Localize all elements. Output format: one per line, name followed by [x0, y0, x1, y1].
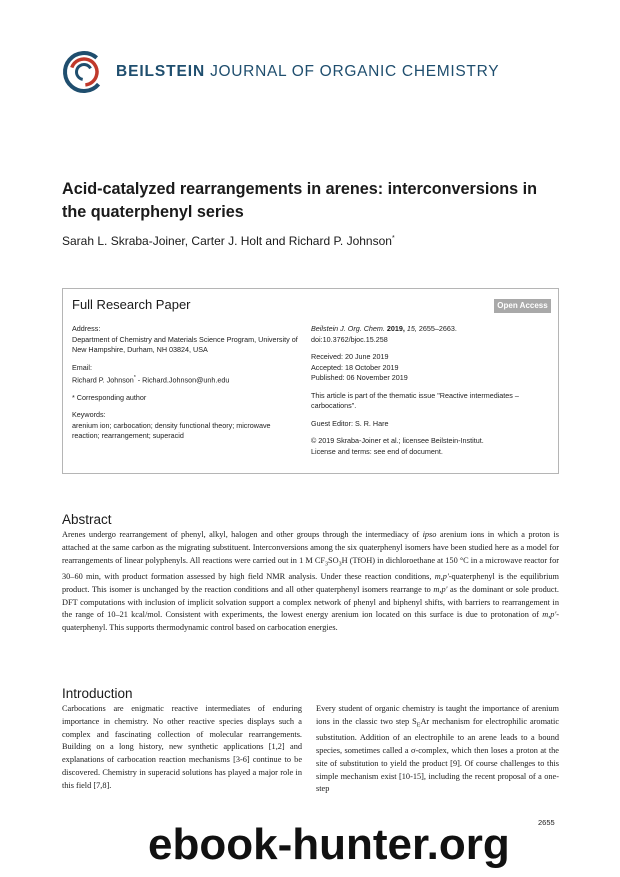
- corresponding-mark: *: [391, 235, 395, 242]
- keywords-label: Keywords:: [72, 410, 106, 420]
- address-label: Address:: [72, 324, 101, 333]
- journal-logo-icon: [62, 50, 106, 94]
- email-label: Email:: [72, 362, 92, 372]
- received-date: Received: 20 June 2019: [311, 352, 389, 361]
- introduction-left-column: Carbocations are enigmatic reactive intermediates of enduring importance in chemistry. No other reactive species displays such a complex and fascinating collection of molecular rearrangements. Building on a long history, new synthetic applications [1,2] and explanations of carbocation reaction mechanisms [3-6] continue to be discovered. Chemistry in superacid solutions has played a major role in this field [7,8].: [62, 704, 302, 790]
- email-corresponding-mark: *: [133, 375, 136, 381]
- citation: [311, 324, 551, 335]
- journal-name-bold: BEILSTEIN: [116, 63, 206, 80]
- citation-journal: Beilstein J. Org. Chem.: [311, 324, 385, 333]
- author-names: Sarah L. Skraba-Joiner, Carter J. Holt and Richard P. Johnson: [62, 234, 392, 248]
- published-date: Published: 06 November 2019: [311, 373, 408, 382]
- keywords-text: arenium ion; carbocation; density functional theory; microwave reaction; rearrangement; superacid: [72, 420, 271, 441]
- paper-type: Full Research Paper: [72, 297, 191, 312]
- abstract-heading: Abstract: [62, 512, 112, 527]
- address-text: Department of Chemistry and Materials Science Program, University of New Hampshire, Durham, NH 03824, USA: [72, 334, 298, 354]
- doi-link[interactable]: doi:10.3762/bjoc.15.258: [311, 334, 388, 344]
- author-list: [62, 234, 395, 248]
- journal-name: [116, 63, 499, 81]
- info-right-column: [311, 324, 551, 457]
- citation-pages: 2655–2663.: [418, 324, 457, 333]
- email-line: [72, 373, 300, 386]
- abstract-body: Arenes undergo rearrangement of phenyl, alkyl, halogen and other groups through the intermediacy of ipso arenium ions in which a proton is attached at the same carbon as the migrating substituent. Interconversions among the six quaterphenyl isomers have been studied here as a model for rearrangements of linear polyphenyls. All reactions were carried out in 1 M $CF_3SO_3H$ (TfOH) in dichloroethane at 150 °C in a microwave reactor for 30–60 min, with product formation assessed by high field NMR analysis. Under these reaction conditions, m,p'-quaterphenyl is the equilibrium product. This isomer is unchanged by the reaction conditions and all other quaterphenyl isomers rearrange to m,p' as the dominant or sole product. DFT computations with inclusion of implicit solvation support a complex network of phenyl and biphenyl shifts, with barriers to rearrangement in the range of 10–21 kcal/mol. Consistent with experiments, the lowest energy arenium ion located on this surface is due to protonation of m,p'-quaterphenyl. This supports thermodynamic control based on carbocation energies.: [62, 530, 559, 633]
- citation-year: 2019,: [386, 324, 405, 333]
- corresponding-note: * Corresponding author: [72, 392, 147, 402]
- accepted-date: Accepted: 18 October 2019: [311, 362, 399, 372]
- article-title: Acid-catalyzed rearrangements in arenes: interconversions in the quaterphenyl series: [62, 180, 538, 221]
- copyright: © 2019 Skraba-Joiner et al.; licensee Beilstein-Institut.: [311, 436, 484, 445]
- watermark-text: ebook-hunter.org: [148, 820, 510, 869]
- info-left-column: [72, 324, 300, 442]
- email-address[interactable]: - Richard.Johnson@unh.edu: [135, 375, 230, 385]
- license: License and terms: see end of document.: [311, 446, 443, 456]
- page-number: 2655: [538, 818, 555, 827]
- introduction-right-column: Every student of organic chemistry is taught the importance of arenium ions in the classic two step $S_EAr$ mechanism for electrophilic aromatic substitution. Addition of an electrophile to an arene leads to a bound species, sometimes called a σ-complex, which then loses a proton at the site of substitution to yield the product [9]. Of course challenges to this simple mechanism exist [10-15], including the recent proposal of a one-step: [316, 704, 560, 794]
- citation-volume: 15,: [406, 324, 417, 333]
- journal-name-rest: JOURNAL OF ORGANIC CHEMISTRY: [210, 63, 500, 80]
- thematic-issue: This article is part of the thematic issue "Reactive intermediates – carbocations".: [311, 390, 519, 410]
- open-access-badge: Open Access: [494, 299, 551, 313]
- guest-editor: Guest Editor: S. R. Hare: [311, 418, 389, 428]
- introduction-heading: Introduction: [62, 686, 133, 701]
- email-name: Richard P. Johnson: [72, 375, 134, 385]
